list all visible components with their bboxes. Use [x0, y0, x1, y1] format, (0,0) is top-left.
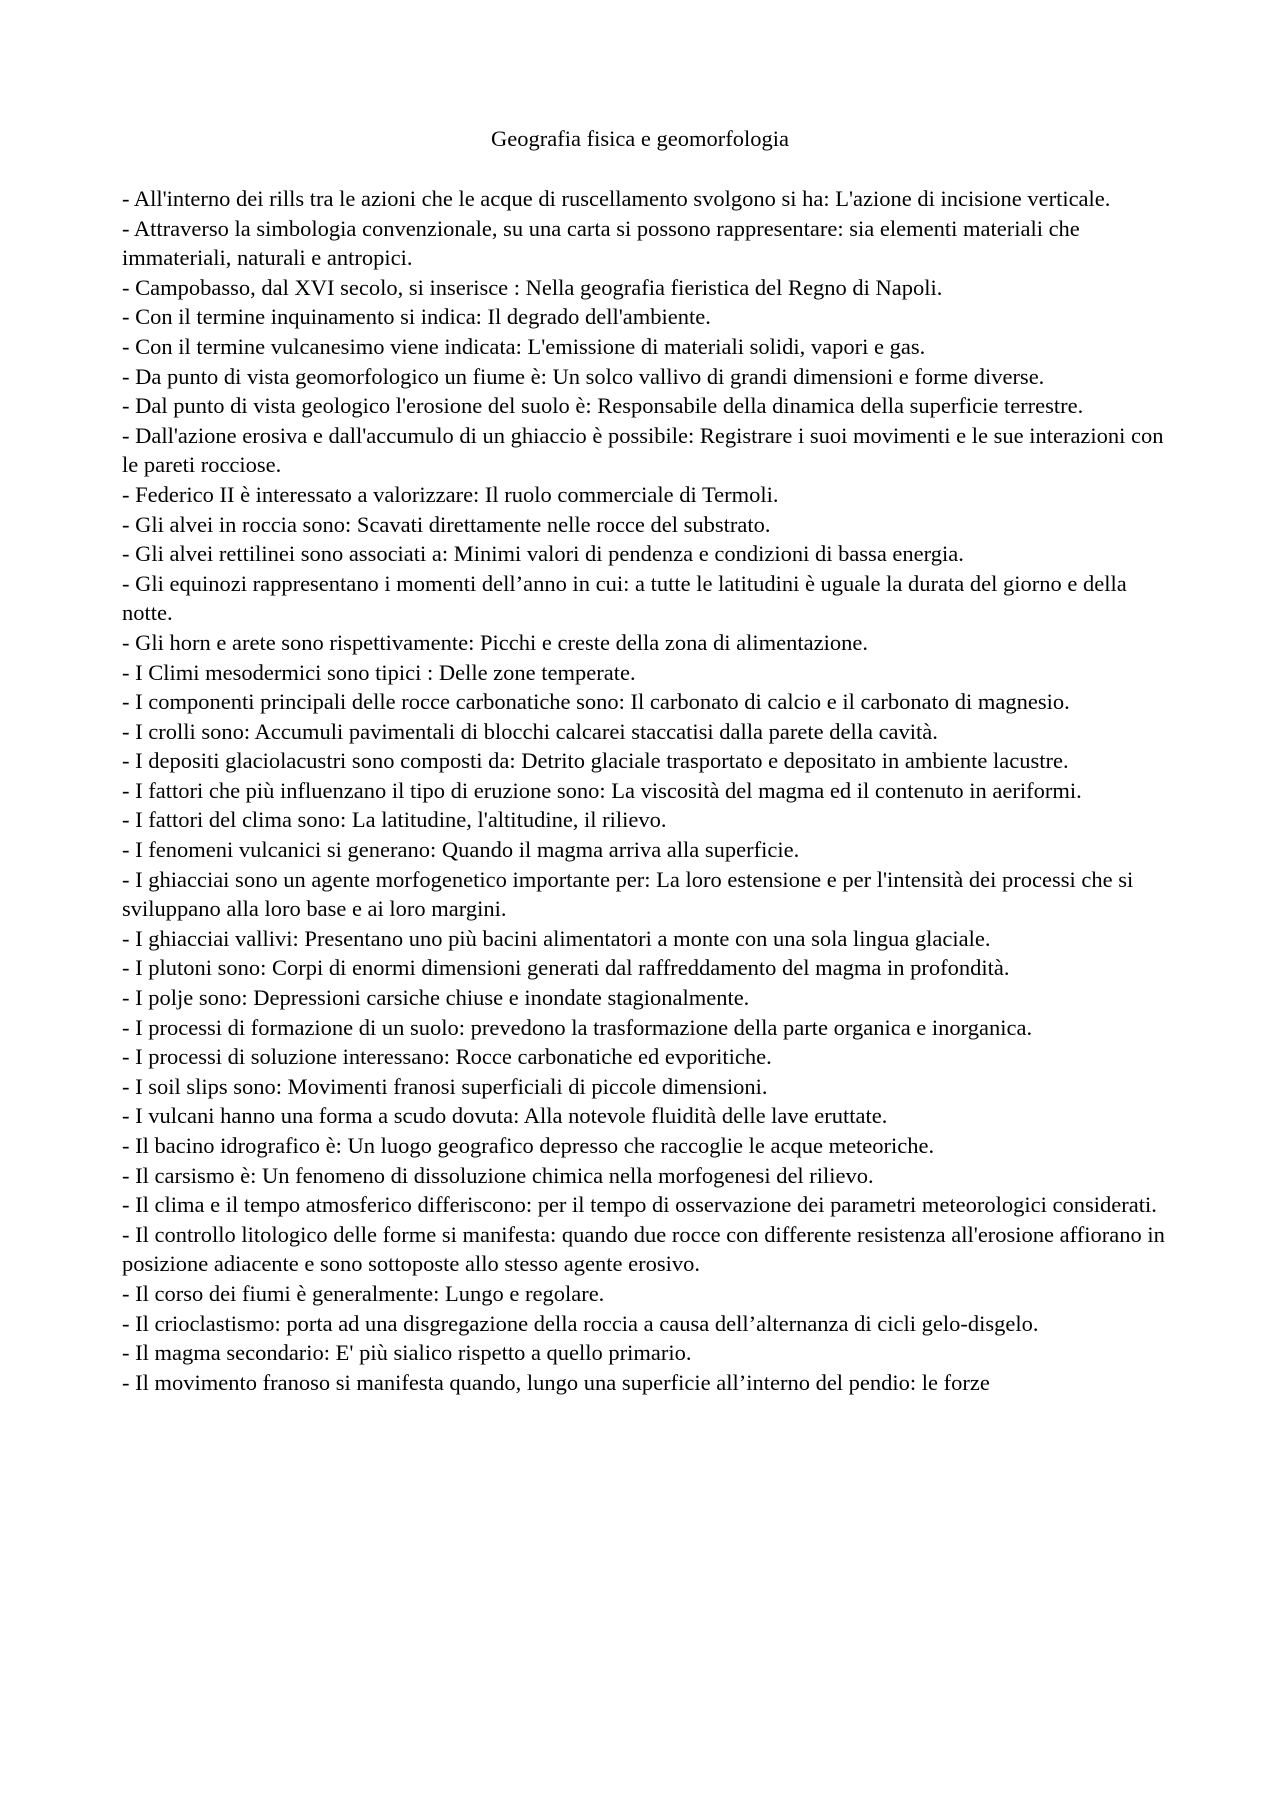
list-item: - I vulcani hanno una forma a scudo dovuta: Alla notevole fluidità delle lave eruttate. [122, 1103, 888, 1129]
list-item: - Con il termine vulcanesimo viene indicata: L'emissione di materiali solidi, vapori e gas. [122, 333, 926, 359]
list-item: - Dall'azione erosiva e dall'accumulo di un ghiaccio è possibile: Registrare i suoi movimenti e le sue interazioni con le pareti rocciose. [122, 422, 1164, 478]
list-item: - Attraverso la simbologia convenzionale, su una carta si possono rappresentare: sia elementi materiali che immateriali, naturali e antropici. [122, 215, 1080, 271]
list-item: - I Climi mesodermici sono tipici : Delle zone temperate. [122, 659, 636, 685]
list-item: - I fattori del clima sono: La latitudine, l'altitudine, il rilievo. [122, 807, 667, 833]
list-item: - Il carsismo è: Un fenomeno di dissoluzione chimica nella morfogenesi del rilievo. [122, 1162, 874, 1188]
list-item: - I crolli sono: Accumuli pavimentali di blocchi calcarei staccatisi dalla parete della cavità. [122, 718, 938, 744]
list-item: - I polje sono: Depressioni carsiche chiuse e inondate stagionalmente. [122, 985, 750, 1011]
list-item: - I depositi glaciolacustri sono composti da: Detrito glaciale trasportato e depositato in ambiente lacustre. [122, 748, 1069, 774]
list-item: - Il bacino idrografico è: Un luogo geografico depresso che raccoglie le acque meteoriche. [122, 1133, 935, 1158]
document-title: Geografia fisica e geomorfologia [491, 126, 789, 151]
document-body [122, 184, 1172, 1397]
list-item: - Federico II è interessato a valorizzare: Il ruolo commerciale di Termoli. [122, 481, 779, 507]
list-item: - Gli horn e arete sono rispettivamente: Picchi e creste della zona di alimentazione. [122, 629, 868, 655]
list-item: - I fattori che più influenzano il tipo di eruzione sono: La viscosità del magma ed il contenuto in aeriformi. [122, 777, 1082, 803]
list-item: - I soil slips sono: Movimenti franosi superficiali di piccole dimensioni. [122, 1073, 768, 1099]
list-item: - Con il termine inquinamento si indica: Il degrado dell'ambiente. [122, 304, 711, 330]
list-item: - Il movimento franoso si manifesta quando, lungo una superficie all’interno del pendio: le forze [122, 1369, 990, 1395]
list-item: - Gli alvei in roccia sono: Scavati direttamente nelle rocce del substrato. [122, 511, 771, 537]
list-item: - I fenomeni vulcanici si generano: Quando il magma arriva alla superficie. [122, 837, 800, 863]
list-item: - I ghiacciai vallivi: Presentano uno più bacini alimentatori a monte con una sola lingua glaciale. [122, 925, 991, 951]
list-item: - I componenti principali delle rocce carbonatiche sono: Il carbonato di calcio e il carbonato di magnesio. [122, 689, 1070, 715]
list-item: - Gli equinozi rappresentano i momenti dell’anno in cui: a tutte le latitudini è uguale la durata del giorno e della notte. [122, 570, 1127, 626]
list-item: - Il clima e il tempo atmosferico differiscono: per il tempo di osservazione dei parametri meteorologici considerati. [122, 1192, 1157, 1218]
list-item: - Da punto di vista geomorfologico un fiume è: Un solco vallivo di grandi dimensioni e forme diverse. [122, 363, 1045, 389]
list-item: - Il controllo litologico delle forme si manifesta: quando due rocce con differente resistenza all'erosione affiorano in posizione adiacente e sono sottoposte allo stesso agente erosivo. [122, 1221, 1165, 1277]
list-item: - Il corso dei fiumi è generalmente: Lungo e regolare. [122, 1280, 605, 1306]
list-item: - Il magma secondario: E' più sialico rispetto a quello primario. [122, 1340, 692, 1366]
list-item: - I ghiacciai sono un agente morfogenetico importante per: La loro estensione e per l'intensità dei processi che si sviluppano alla loro base e ai loro margini. [122, 866, 1134, 922]
list-item: - Dal punto di vista geologico l'erosione del suolo è: Responsabile della dinamica della superficie terrestre. [122, 393, 1084, 419]
list-item: - I plutoni sono: Corpi di enormi dimensioni generati dal raffreddamento del magma in profondità. [122, 955, 1010, 981]
list-item: - I processi di soluzione interessano: Rocce carbonatiche ed evporitiche. [122, 1044, 772, 1070]
list-item: - All'interno dei rills tra le azioni che le acque di ruscellamento svolgono si ha: L'azione di incisione verticale. [122, 186, 1111, 211]
list-item: - Il crioclastismo: porta ad una disgregazione della roccia a causa dell’alternanza di cicli gelo-disgelo. [122, 1310, 1039, 1336]
list-item: - Campobasso, dal XVI secolo, si inserisce : Nella geografia fieristica del Regno di Napoli. [122, 274, 943, 300]
list-item: - I processi di formazione di un suolo: prevedono la trasformazione della parte organica e inorganica. [122, 1014, 1033, 1040]
list-item: - Gli alvei rettilinei sono associati a: Minimi valori di pendenza e condizioni di bassa energia. [122, 541, 964, 567]
